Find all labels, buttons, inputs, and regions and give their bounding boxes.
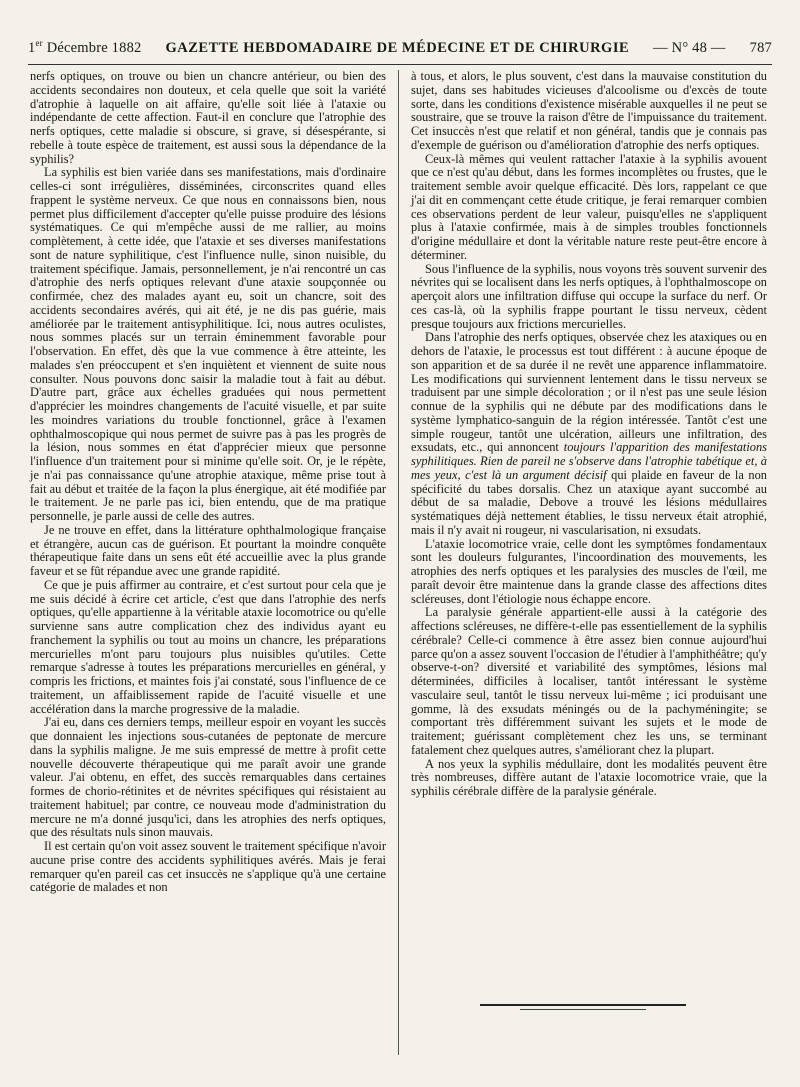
paragraph: Ce que je puis affirmer au contraire, et c'est surtout pour cela que je me suis décidé à écrire cet article, c'est que dans l'atrophie des nerfs optiques, qu'elle appartienne à la véritable ataxie locomotrice ou qu'elle survienne sans autre complication chez des individus ayant eu franchement la syphilis ou tout au moins un chancre, les préparations mercurielles m'ont paru toujours plus nuisibles qu'utiles. Cette remarque s'adresse à toutes les préparations mercurielles en général, y compris les frictions, et maintes fois j'ai constaté, sous l'influence de ce traitement, un affaiblissement rapide de l'acuité visuelle et une accélération dans la marche progressive de la maladie. bbox=[30, 577, 386, 716]
paragraph: Dans l'atrophie des nerfs optiques, observée chez les ataxiques ou en dehors de l'ataxie, le processus est tout différent : à aucune époque de son apparition et de sa durée il ne revêt une apparence inflammatoire. Les modifications qui surviennent lentement dans le tissu nerveux se traduisent par une simple décoloration ; or il n'est pas une seule lésion connue de la syphilis qui ne débute par des modifications dans le système lymphatico-sanguin de la région intéressée. Tantôt c'est une simple rougeur, tantôt une ulcération, ailleurs une infiltration, des exsudats, etc., qui annoncent toujours l'apparition des manifestations syphilitiques. Rien de pareil ne s'observe dans l'atrophie tabétique et, à mes yeux, c'est là un argument décisif qui plaide en faveur de la non spécificité du tabes dorsalis. Chez un ataxique ayant succombé au début de sa maladie, Debove a trouvé les lésions médullaires systématiques déjà nettement établies, le tissu nerveux était atrophié, mais il n'y avait ni rougeur, ni vascularisation, ni exsudats. bbox=[411, 330, 767, 537]
paragraph: Sous l'influence de la syphilis, nous voyons très souvent survenir des névrites qui se localisent dans les nerfs optiques, à l'ophthalmoscope on aperçoit alors une infiltration diffuse qui occupe la surface du nerf. Or ces cas-là, où la syphilis frappe pourtant le tissu nerveux, cèdent presque toujours aux frictions mercurielles. bbox=[411, 261, 767, 331]
right-column bbox=[411, 70, 767, 799]
paragraph: La paralysie générale appartient-elle aussi à la catégorie des affections scléreuses, ne diffère-t-elle pas essentiellement de la syphilis cérébrale? Celle-ci commence à être assez bien connue aujourd'hui parce qu'on a assez souvent l'occasion de l'étudier à l'amphithéâtre; qu'y observe-t-on? diversité et variabilité des symptômes, lésions mal déterminées, difficiles à localiser, tantôt intéressant le système vasculaire seul, tantôt le tissu nerveux lui-même ; ici produisant une gomme, là des exsudats méningés ou de la pachyméningite; se comportant très différemment suivant les sujets et le mode de traitement; guérissant complètement chez les uns, se terminant fatalement chez quelques autres, s'améliorant chez la plupart. bbox=[411, 605, 767, 757]
paragraph: nerfs optiques, on trouve ou bien un chancre antérieur, ou bien des accidents secondaires non douteux, et cela quelle que soit la variété d'atrophie à laquelle on ait affaire, qu'elle soit liée à l'ataxie ou indépendante de cette affection. Faut-il en conclure que l'atrophie des nerfs optiques, cette maladie si obscure, si grave, si désespérante, si rebelle à toute espèce de traitement, est aussi sous la dépendance de la syphilis? bbox=[30, 69, 386, 166]
journal-title: GAZETTE HEBDOMADAIRE DE MÉDECINE ET DE CHIRURGIE bbox=[165, 39, 630, 56]
column-divider bbox=[398, 70, 399, 1055]
issue-number: — N° 48 — bbox=[653, 39, 726, 56]
end-rule bbox=[480, 1004, 686, 1006]
paragraph: Je ne trouve en effet, dans la littérature ophthalmologique française et étrangère, aucun cas de guérison. Et pourtant la moindre conquête thérapeutique faite dans un sens eût été accueillie avec la plus grande faveur et se fût répandue avec une grande rapidité. bbox=[30, 522, 386, 578]
italic-text: toujours l'apparition des manifestations syphilitiques. bbox=[411, 440, 767, 468]
page-number: 787 bbox=[749, 39, 772, 56]
italic-text: Rien de pareil ne s'observe dans l'atrophie tabétique et, à mes yeux, c'est là un argument décisif bbox=[411, 454, 767, 482]
paragraph: La syphilis est bien variée dans ses manifestations, mais d'ordinaire celles-ci sont irrégulières, disséminées, circonscrites quand elles frappent le système nerveux. Ce que nous en connaissons bien, nous permet plus difficilement d'accepter qu'elle puisse produire des lésions systématiques. Ce qui m'empêche aussi de me rallier, au moins complètement, à cette idée, que l'ataxie et ses diverses manifestations sont de nature syphilitique, c'est l'influence nulle, sinon nuisible, du traitement spécifique. Jamais, personnellement, je n'ai rencontré un cas d'atrophie des nerfs optiques relevant d'une ataxie soupçonnée ou confirmée, chez des malades ayant eu, soit un chancre, soit des accidents secondaires avérés, qui ait été, je ne dis pas guérie, mais améliorée par le traitement antisyphilitique. Ici, nous autres oculistes, nous sommes placés sur un terrain éminemment favorable pour l'observation. En effet, dès que la vue commence à être atteinte, les malades s'en préoccupent et s'en inquiètent et viennent de suite nous consulter. Nous pouvons donc saisir la maladie tout à fait au début. D'autre part, grâce aux échelles graduées qui nous permettent d'apprécier les moindres changements de l'acuité visuelle, et par suite les moindres variations du trouble fonctionnel, grâce à l'examen ophthalmoscopique qui nous permet de suivre pas à pas les progrès de la lésion, nous sommes en état d'apprécier mieux que personne l'influence d'un traitement pour si minime qu'elle soit. Or, je le répète, je n'ai pas connaissance qu'une atrophie ataxique, même prise tout à fait au début et traitée de la façon la plus énergique, ait été modifiée par le traitement. Je ne parle pas ici, bien entendu, que de ma pratique personnelle, je parle aussi de celle des autres. bbox=[30, 165, 386, 523]
left-column bbox=[30, 70, 386, 895]
paragraph: A nos yeux la syphilis médullaire, dont les modalités peuvent être très nombreuses, diffère autant de l'ataxie locomotrice vraie, que la syphilis cérébrale diffère de la paralysie générale. bbox=[411, 756, 767, 798]
header-rule bbox=[28, 64, 772, 65]
paragraph: Ceux-là mêmes qui veulent rattacher l'ataxie à la syphilis avouent que ce n'est qu'au début, dans les formes incomplètes ou frustes, que le traitement semble avoir quelque efficacité. Dès lors, rappelant ce que j'ai dit en commençant cette étude critique, je ferai remarquer combien ces observations perdent de leur valeur, puisqu'elles ne s'appliquent plus à l'ataxie confirmée, mais à de simples troubles fonctionnels d'origine médullaire et dont la véritable nature reste peut-être encore à déterminer. bbox=[411, 151, 767, 262]
paragraph: J'ai eu, dans ces derniers temps, meilleur espoir en voyant les succès que donnaient les injections sous-cutanées de peptonate de mercure dans la syphilis maligne. Je me suis empressé de mettre à profit cette nouvelle découverte thérapeutique qui me paraît avoir une grande valeur. J'ai obtenu, en effet, des succès remarquables dans certaines formes de chorio-rétinites et de névrites spécifiques qui résistaient au traitement habituel; par contre, ce nouveau mode d'administration du mercure ne m'a donné jusqu'ici, dans les atrophies des nerfs optiques, que des résultats nuls sinon mauvais. bbox=[30, 715, 386, 840]
paragraph: L'ataxie locomotrice vraie, celle dont les symptômes fondamentaux sont les douleurs fulgurantes, l'incoordination des mouvements, les atrophies des nerfs optiques et les paralysies des muscles de l'œil, me paraît devoir être maintenue dans la grande classe des affections dites scléreuses, dont l'étiologie nous échappe encore. bbox=[411, 536, 767, 606]
paragraph: Il est certain qu'on voit assez souvent le traitement spécifique n'avoir aucune prise contre des accidents syphilitiques avérés. Mais je ferai remarquer qu'en pareil cas cet insuccès ne s'applique qu'à une certaine catégorie de malades et non bbox=[30, 839, 386, 895]
page-header bbox=[28, 38, 772, 62]
issue-date: 1er Décembre 1882 bbox=[28, 38, 142, 56]
end-rule-thin bbox=[520, 1009, 646, 1010]
paragraph: à tous, et alors, le plus souvent, c'est dans la mauvaise constitution du sujet, dans ses habitudes vicieuses d'alcoolisme ou d'excès de toute sorte, dans les conditions d'existence misérable auxquelles il ne peut se soustraire, que se trouve la raison d'être de l'impuissance du traitement. Cet insuccès n'est que relatif et non général, tandis que je connais pas d'exemple de guérison ou d'amélioration d'atrophie des nerfs optiques. bbox=[411, 69, 767, 152]
